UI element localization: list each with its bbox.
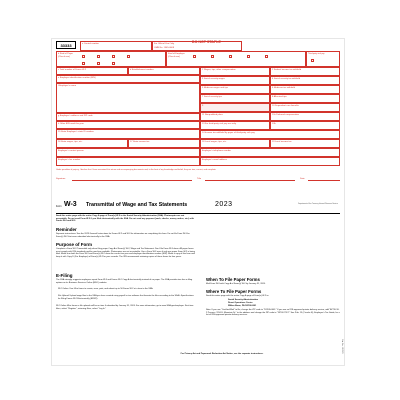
catalog-number: Cat. No. 10159Y — [341, 339, 343, 354]
sick-pay-checkbox[interactable] — [311, 59, 314, 62]
payer-ct1-checkbox[interactable] — [82, 62, 85, 65]
contact-person[interactable]: Employer's contact person — [56, 148, 200, 157]
date-line[interactable] — [308, 180, 340, 181]
box-17[interactable]: 17 State income tax — [128, 139, 200, 148]
address-line-2: Direct Operations Center — [228, 302, 253, 304]
w3-form-page — [52, 39, 344, 365]
intro-text: Send this entire page with the entire Copy A page of Form(s) W-2 to the Social Security Administration (SSA). Photocopies are not acceptable. Do not send Form W-3 if you filed electronically with the SSA. Do not send any payment (cash, checks, money orders, etc.) with Forms W-2 and W-3. — [56, 215, 194, 223]
box-b-kind-payer: b Kind of Payer (Check one) — [56, 51, 166, 67]
purpose-heading: Purpose of Form — [56, 242, 93, 247]
efiling-bullet-1: W-2 Online. Use fill-in forms to create, save, print, and submit up to 50 Forms W-2 at a time to the SSA. — [58, 288, 154, 290]
box-2[interactable]: 2 Federal income tax withheld — [270, 67, 340, 76]
box-15[interactable]: 15 State Employer's state ID number — [56, 129, 200, 139]
box-h[interactable]: h Other EIN used this year — [56, 121, 200, 129]
box-18[interactable]: 18 Local wages, tips, etc. — [200, 139, 270, 148]
box-14[interactable]: 14 Income tax withheld by payer of third-party sick pay — [200, 130, 340, 139]
tax-year: 2023 — [215, 201, 233, 208]
efiling-bullet-2: File Upload. Upload wage files to the SSA you have created using payroll or tax software that formats the files according to the SSA's Specifications for Filing Forms W-2 Electronically (EFW2). — [58, 295, 194, 300]
box-10[interactable]: 10 Dependent care benefits — [270, 103, 340, 112]
signature-label: Signature — [56, 178, 66, 180]
box-5[interactable]: 5 Medicare wages and tips — [200, 85, 270, 94]
box-1[interactable]: 1 Wages, tips, other compensation — [200, 67, 270, 76]
email-address[interactable]: Employer's email address — [200, 157, 340, 166]
box-11[interactable]: 11 Nonqualified plans — [200, 112, 270, 121]
payer-medicare-checkbox[interactable] — [112, 62, 115, 65]
box-e[interactable]: e Employer identification number (EIN) — [56, 75, 200, 83]
efiling-heading: E-Filing — [56, 273, 73, 278]
employer-state-checkbox[interactable] — [229, 55, 232, 58]
do-not-staple: DO NOT STAPLE — [192, 40, 221, 44]
employer-federal-checkbox[interactable] — [247, 55, 250, 58]
box-13[interactable]: 13 For third-party sick pay use only — [200, 121, 270, 130]
box-9: 9 — [200, 103, 270, 112]
irs-department: Department of the Treasury Internal Revenue Service — [298, 203, 338, 205]
box-12b[interactable]: 12b — [270, 121, 340, 130]
payer-944-checkbox[interactable] — [127, 55, 130, 58]
telephone-number[interactable]: Employer's telephone number — [200, 148, 340, 157]
reminder-text: Separate instructions. See the 2023 General Instructions for Forms W-2 and W-3 for information on completing this form. Do not file Form W-3 for Form(s) W-2 that were submitted electronically to the SSA. — [56, 233, 190, 238]
box-6[interactable]: 6 Medicare tax withheld — [270, 85, 340, 94]
form-grid — [52, 39, 344, 201]
official-use-box: For Official Use Only OMB No. 1545-0008 — [152, 41, 242, 51]
box-12a[interactable]: 12a Deferred compensation — [270, 112, 340, 121]
efiling-text: The SSA strongly suggests employers report Form W-3 and Forms W-2 Copy A electronically instead of on paper. The SSA provides two free e-filing options on its Business Services Online (BSO) website: — [56, 279, 193, 284]
title-line[interactable] — [205, 180, 295, 181]
box-19[interactable]: 19 Local income tax — [270, 139, 340, 148]
box-3[interactable]: 3 Social security wages — [200, 76, 270, 85]
form-id: W-3 — [64, 201, 77, 208]
payer-hshld-checkbox[interactable] — [97, 62, 100, 65]
purpose-text: Complete a Form W-3 Transmittal only when filing paper Copy A of Form(s) W-2, Wage and Tax Statement. Don't file Form W-3 alone. All paper forms must comply with IRS standards and be machine readable. Photocopies are not acceptable. Use a Form W-3 even if only one paper Form W-2 is being filed. Make sure both the Form W-3 and Form(s) W-2 show the correct tax year and employer identification number (EIN). Make a copy of this form and keep it with Copy D (For Employer) of Form(s) W-2 for your records. The IRS recommends retaining copies of these forms for four years. — [56, 248, 195, 259]
box-d[interactable]: d Establishment number — [128, 67, 200, 75]
payer-943-checkbox[interactable] — [112, 55, 115, 58]
box-g[interactable]: g Employer's address and ZIP code — [56, 113, 200, 121]
date-label: Date — [300, 178, 305, 180]
perjury-statement: Under penalties of perjury, I declare that I have examined this return and accompanying documents and, to the best of my knowledge and belief, they are true, correct, and complete. — [56, 169, 217, 171]
third-party-sick-pay: Third-party sick pay — [306, 51, 340, 67]
box-c[interactable]: c Total number of Forms W-2 — [56, 67, 128, 75]
kind-of-employer: Kind of Employer (Check one) — [166, 51, 306, 67]
box-16[interactable]: 16 State wages, tips, etc. — [56, 139, 128, 148]
form-title: Transmittal of Wage and Tax Statements — [86, 202, 188, 208]
address-line-3: Wilkes-Barre, PA 18769-0001 — [228, 305, 257, 307]
where-heading: Where To File Paper Forms — [206, 289, 262, 294]
box-4[interactable]: 4 Social security tax withheld — [270, 76, 340, 85]
payer-military-checkbox[interactable] — [97, 55, 100, 58]
form-code: 33333 — [56, 41, 76, 49]
reminder-heading: Reminder — [56, 227, 77, 232]
box-8[interactable]: 8 Allocated tips — [270, 94, 340, 103]
when-text: Mail Form W-3 with Copy A of Form(s) W-2 by January 31, 2024. — [206, 283, 266, 285]
efiling-closing: W-2 Online fill-in forms or file uploads will be on time if submitted by January 31, 2024. For more information, go to www.SSA.gov/employer. First time filers, select "Register"; returning filers, select "Log In." — [56, 305, 194, 310]
box-a[interactable]: a Control number — [80, 41, 152, 51]
signature-line[interactable] — [72, 180, 192, 181]
box-7[interactable]: 7 Social security tips — [200, 94, 270, 103]
when-heading: When To File Paper Forms — [206, 277, 260, 282]
form-word: Form — [56, 205, 62, 208]
payer-941-checkbox[interactable] — [82, 55, 85, 58]
privacy-notice: For Privacy Act and Paperwork Reduction Act Notice, see the separate instructions. — [180, 353, 264, 355]
address-line-1: Social Security Administration — [228, 299, 259, 301]
title-divider — [56, 213, 340, 214]
fax-number[interactable]: Employer's fax number — [56, 157, 200, 166]
employer-501c-checkbox[interactable] — [211, 55, 214, 58]
employer-none-checkbox[interactable] — [193, 55, 196, 58]
where-text: Send this entire page with the entire Copy A page of Form(s) W-2 to: — [206, 295, 269, 297]
form-title-row — [52, 201, 344, 213]
employer-govt-checkbox[interactable] — [265, 55, 268, 58]
where-note: Note: If you use "Certified Mail" to file, change the ZIP code to "18769-0002." If you use an IRS-approved private delivery service, add "ATTN: W-2 Process, 1150 E. Mountain Dr." to the address and change the ZIP code to "18702-7997." See Pub. 15 (Circular E), Employer's Tax Guide, for a list of IRS-approved private delivery services. — [206, 309, 340, 317]
box-f[interactable]: f Employer's name — [56, 83, 200, 113]
title-label: Title — [197, 178, 202, 180]
